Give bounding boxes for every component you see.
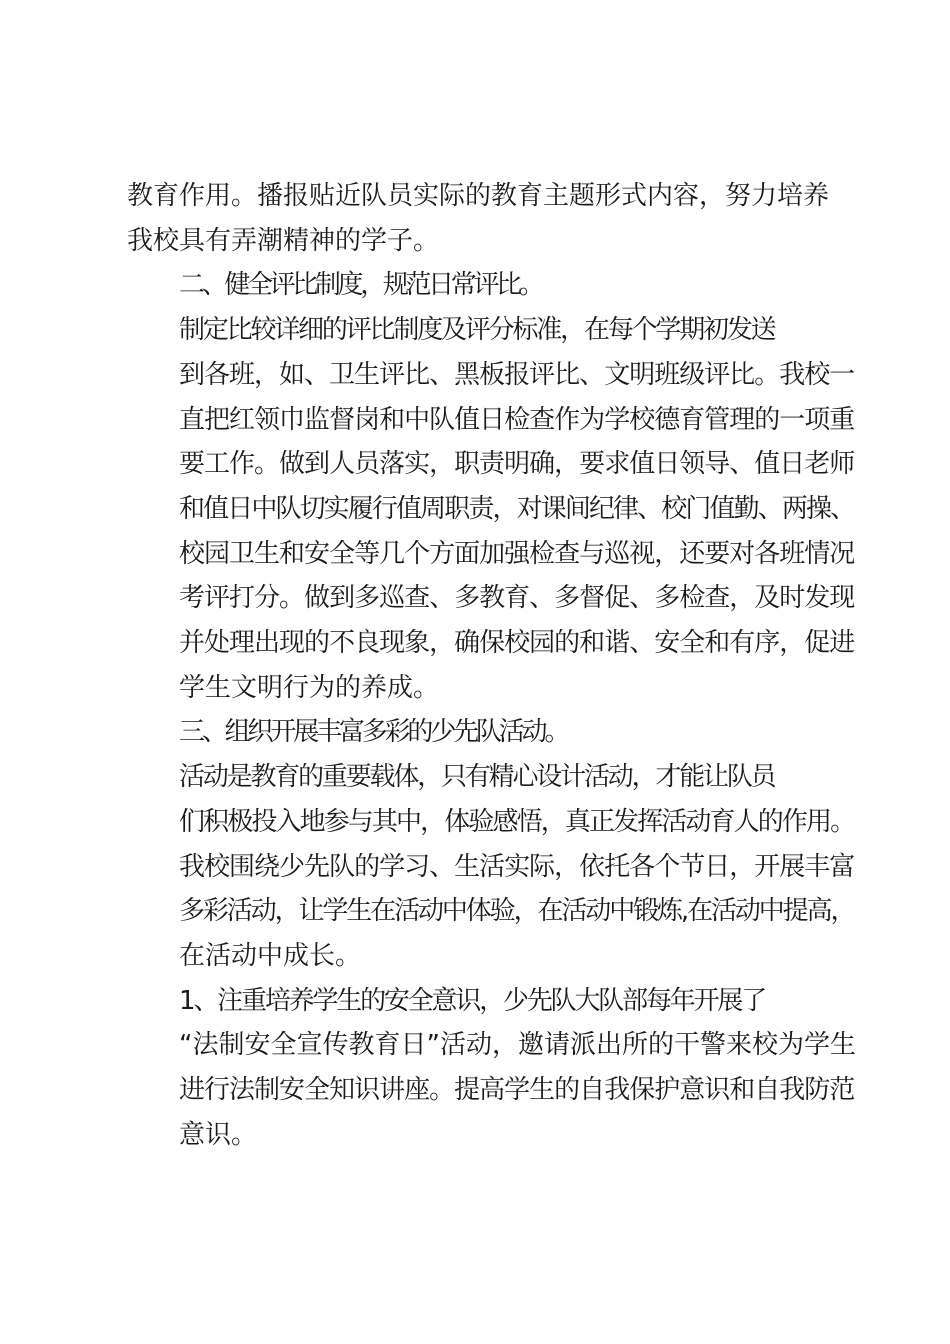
text-line: 多彩活动，让学生在活动中体验，在活动中锻炼,在活动中提高， [179,896,855,927]
paragraph [127,755,857,979]
paragraph [127,710,857,755]
text-line: 我校围绕少先队的学习、生活实际，依托各个节日，开展丰富 [179,851,855,882]
text-line: 学生文明行为的养成。 [179,672,440,703]
text-line: 们积极投入地参与其中，体验感悟，真正发挥活动育人的作用。 [179,806,855,837]
text-line: 意识。 [179,1119,258,1150]
paragraph [127,263,857,308]
paragraph [127,979,857,1158]
paragraph [127,308,857,710]
text-line: “法制安全宣传教育日”活动，邀请派出所的干警来校为学生 [179,1030,856,1061]
text-line: 进行法制安全知识讲座。提高学生的自我保护意识和自我防范 [179,1075,855,1106]
paragraph [127,174,857,263]
text-line: 1、注重培养学生的安全意识，少先队大队部每年开展了 [179,985,766,1016]
text-line: 教育作用。播报贴近队员实际的教育主题形式内容，努力培养 [127,181,830,211]
text-line: 在活动中成长。 [179,940,362,971]
text-line: 考评打分。做到多巡查、多教育、多督促、多检查，及时发现 [179,583,855,614]
text-line: 校园卫生和安全等几个方面加强检查与巡视，还要对各班情况 [179,538,855,569]
text-line: 要工作。做到人员落实，职责明确，要求值日领导、值日老师 [179,449,855,480]
text-line: 三、组织开展丰富多彩的少先队活动。 [179,717,568,748]
text-line: 直把红领巾监督岗和中队值日检查作为学校德育管理的一项重 [179,404,855,435]
text-line: 活动是教育的重要载体，只有精心设计活动，才能让队员 [179,762,775,793]
document-body [127,174,857,1157]
text-line: 和值日中队切实履行值周职责，对课间纪律、校门值勤、两操、 [179,493,855,524]
text-line: 二、健全评比制度，规范日常评比。 [179,270,542,301]
text-line: 我校具有弄潮精神的学子。 [127,225,440,256]
text-line: 制定比较详细的评比制度及评分标准，在每个学期初发送 [179,315,775,346]
text-line: 到各班，如、卫生评比、黑板报评比、文明班级评比。我校一 [179,359,855,390]
text-line: 并处理出现的不良现象，确保校园的和谐、安全和有序，促进 [179,628,855,659]
